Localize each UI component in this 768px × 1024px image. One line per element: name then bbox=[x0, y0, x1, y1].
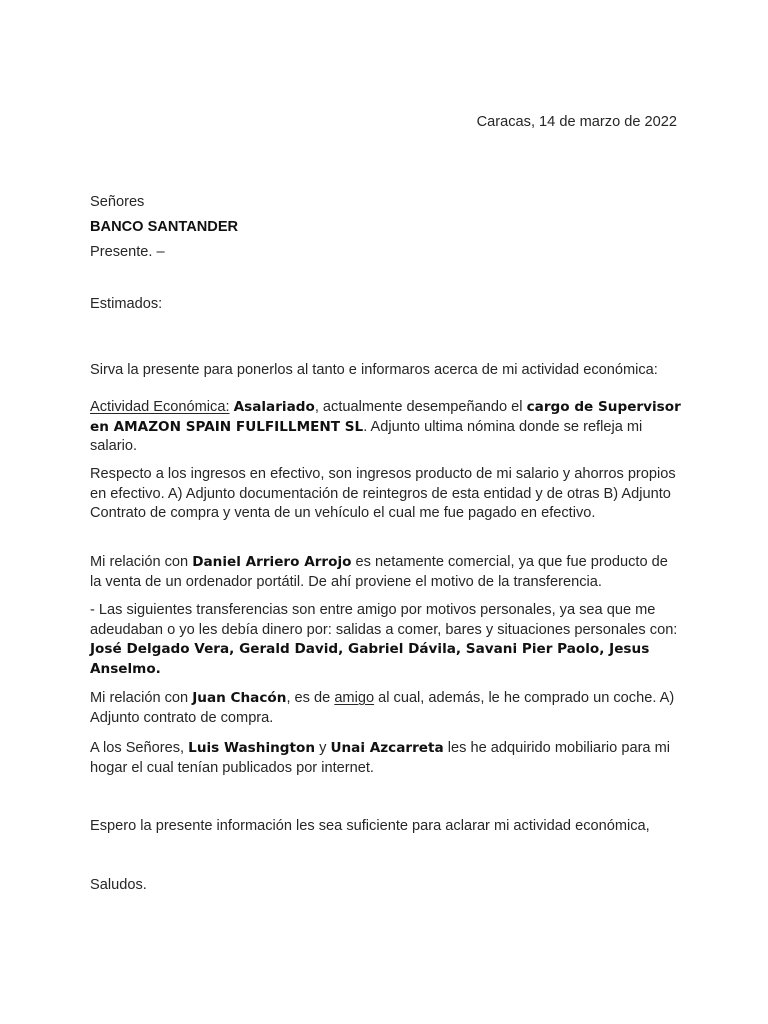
relation1-prefix: Mi relación con bbox=[90, 554, 193, 570]
relation2-prefix: Mi relación con bbox=[90, 690, 193, 706]
activity-position: cargo de Supervisor en AMAZON SPAIN FULFILLMENT SL bbox=[90, 399, 681, 435]
recipient-salutation: Señores bbox=[90, 194, 145, 210]
furniture-prefix: A los Señores, bbox=[90, 740, 189, 756]
activity-label: Actividad Económica: bbox=[90, 399, 230, 415]
furniture-suffix: les he adquirido mobiliario para mi hogar el cual tenían publicados por internet. bbox=[90, 740, 671, 776]
transfers-paragraph bbox=[90, 601, 682, 679]
transfers-text: - Las siguientes transferencias son entre amigo por motivos personales, ya sea que me adeudaban o yo les debía dinero por: salidas a comer, bares y situaciones personales con: bbox=[90, 602, 678, 638]
relation2-word: amigo bbox=[334, 690, 375, 706]
relation2-suffix: al cual, además, le he comprado un coche. A) Adjunto contrato de compra. bbox=[90, 690, 675, 726]
intro-paragraph: Sirva la presente para ponerlos al tanto e informaros acerca de mi actividad económica: bbox=[90, 362, 658, 378]
signoff: Saludos. bbox=[90, 877, 147, 893]
closing-paragraph: Espero la presente información les sea suficiente para aclarar mi actividad económica, bbox=[90, 818, 650, 834]
activity-text1: , actualmente desempeñando el bbox=[314, 399, 527, 415]
activity-type: Asalariado bbox=[233, 399, 315, 415]
cash-income-paragraph: Respecto a los ingresos en efectivo, son ingresos producto de mi salario y ahorros propios en efectivo. A) Adjunto documentación de reintegros de esta entidad y de otras B) Adjunto Contrato de compra y venta de un vehículo el cual me fue pagado en efectivo. bbox=[90, 466, 676, 521]
activity-paragraph bbox=[90, 398, 682, 457]
furniture-connector: y bbox=[315, 740, 331, 756]
relation2-middle: , es de bbox=[286, 690, 335, 706]
recipient-presente: Presente. – bbox=[90, 244, 165, 260]
relation1-name: Daniel Arriero Arrojo bbox=[192, 554, 352, 570]
activity-text2: . Adjunto ultima nómina donde se refleja mi salario. bbox=[90, 418, 643, 454]
recipient-bank: BANCO SANTANDER bbox=[90, 219, 239, 235]
furniture-paragraph bbox=[90, 739, 682, 778]
relation2-name: Juan Chacón bbox=[192, 690, 287, 706]
furniture-name1: Luis Washington bbox=[188, 740, 316, 756]
relation1-suffix: es netamente comercial, ya que fue producto de la venta de un ordenador portátil. De ahí proviene el motivo de la transferencia. bbox=[90, 554, 668, 590]
greeting: Estimados: bbox=[90, 296, 163, 312]
letter-date: Caracas, 14 de marzo de 2022 bbox=[476, 114, 677, 130]
furniture-name2: Unai Azcarreta bbox=[330, 740, 444, 756]
relation-juan-paragraph bbox=[90, 689, 682, 728]
relation-daniel-paragraph bbox=[90, 553, 682, 592]
transfers-names: José Delgado Vera, Gerald David, Gabriel Dávila, Savani Pier Paolo, Jesus Anselmo. bbox=[90, 641, 650, 677]
